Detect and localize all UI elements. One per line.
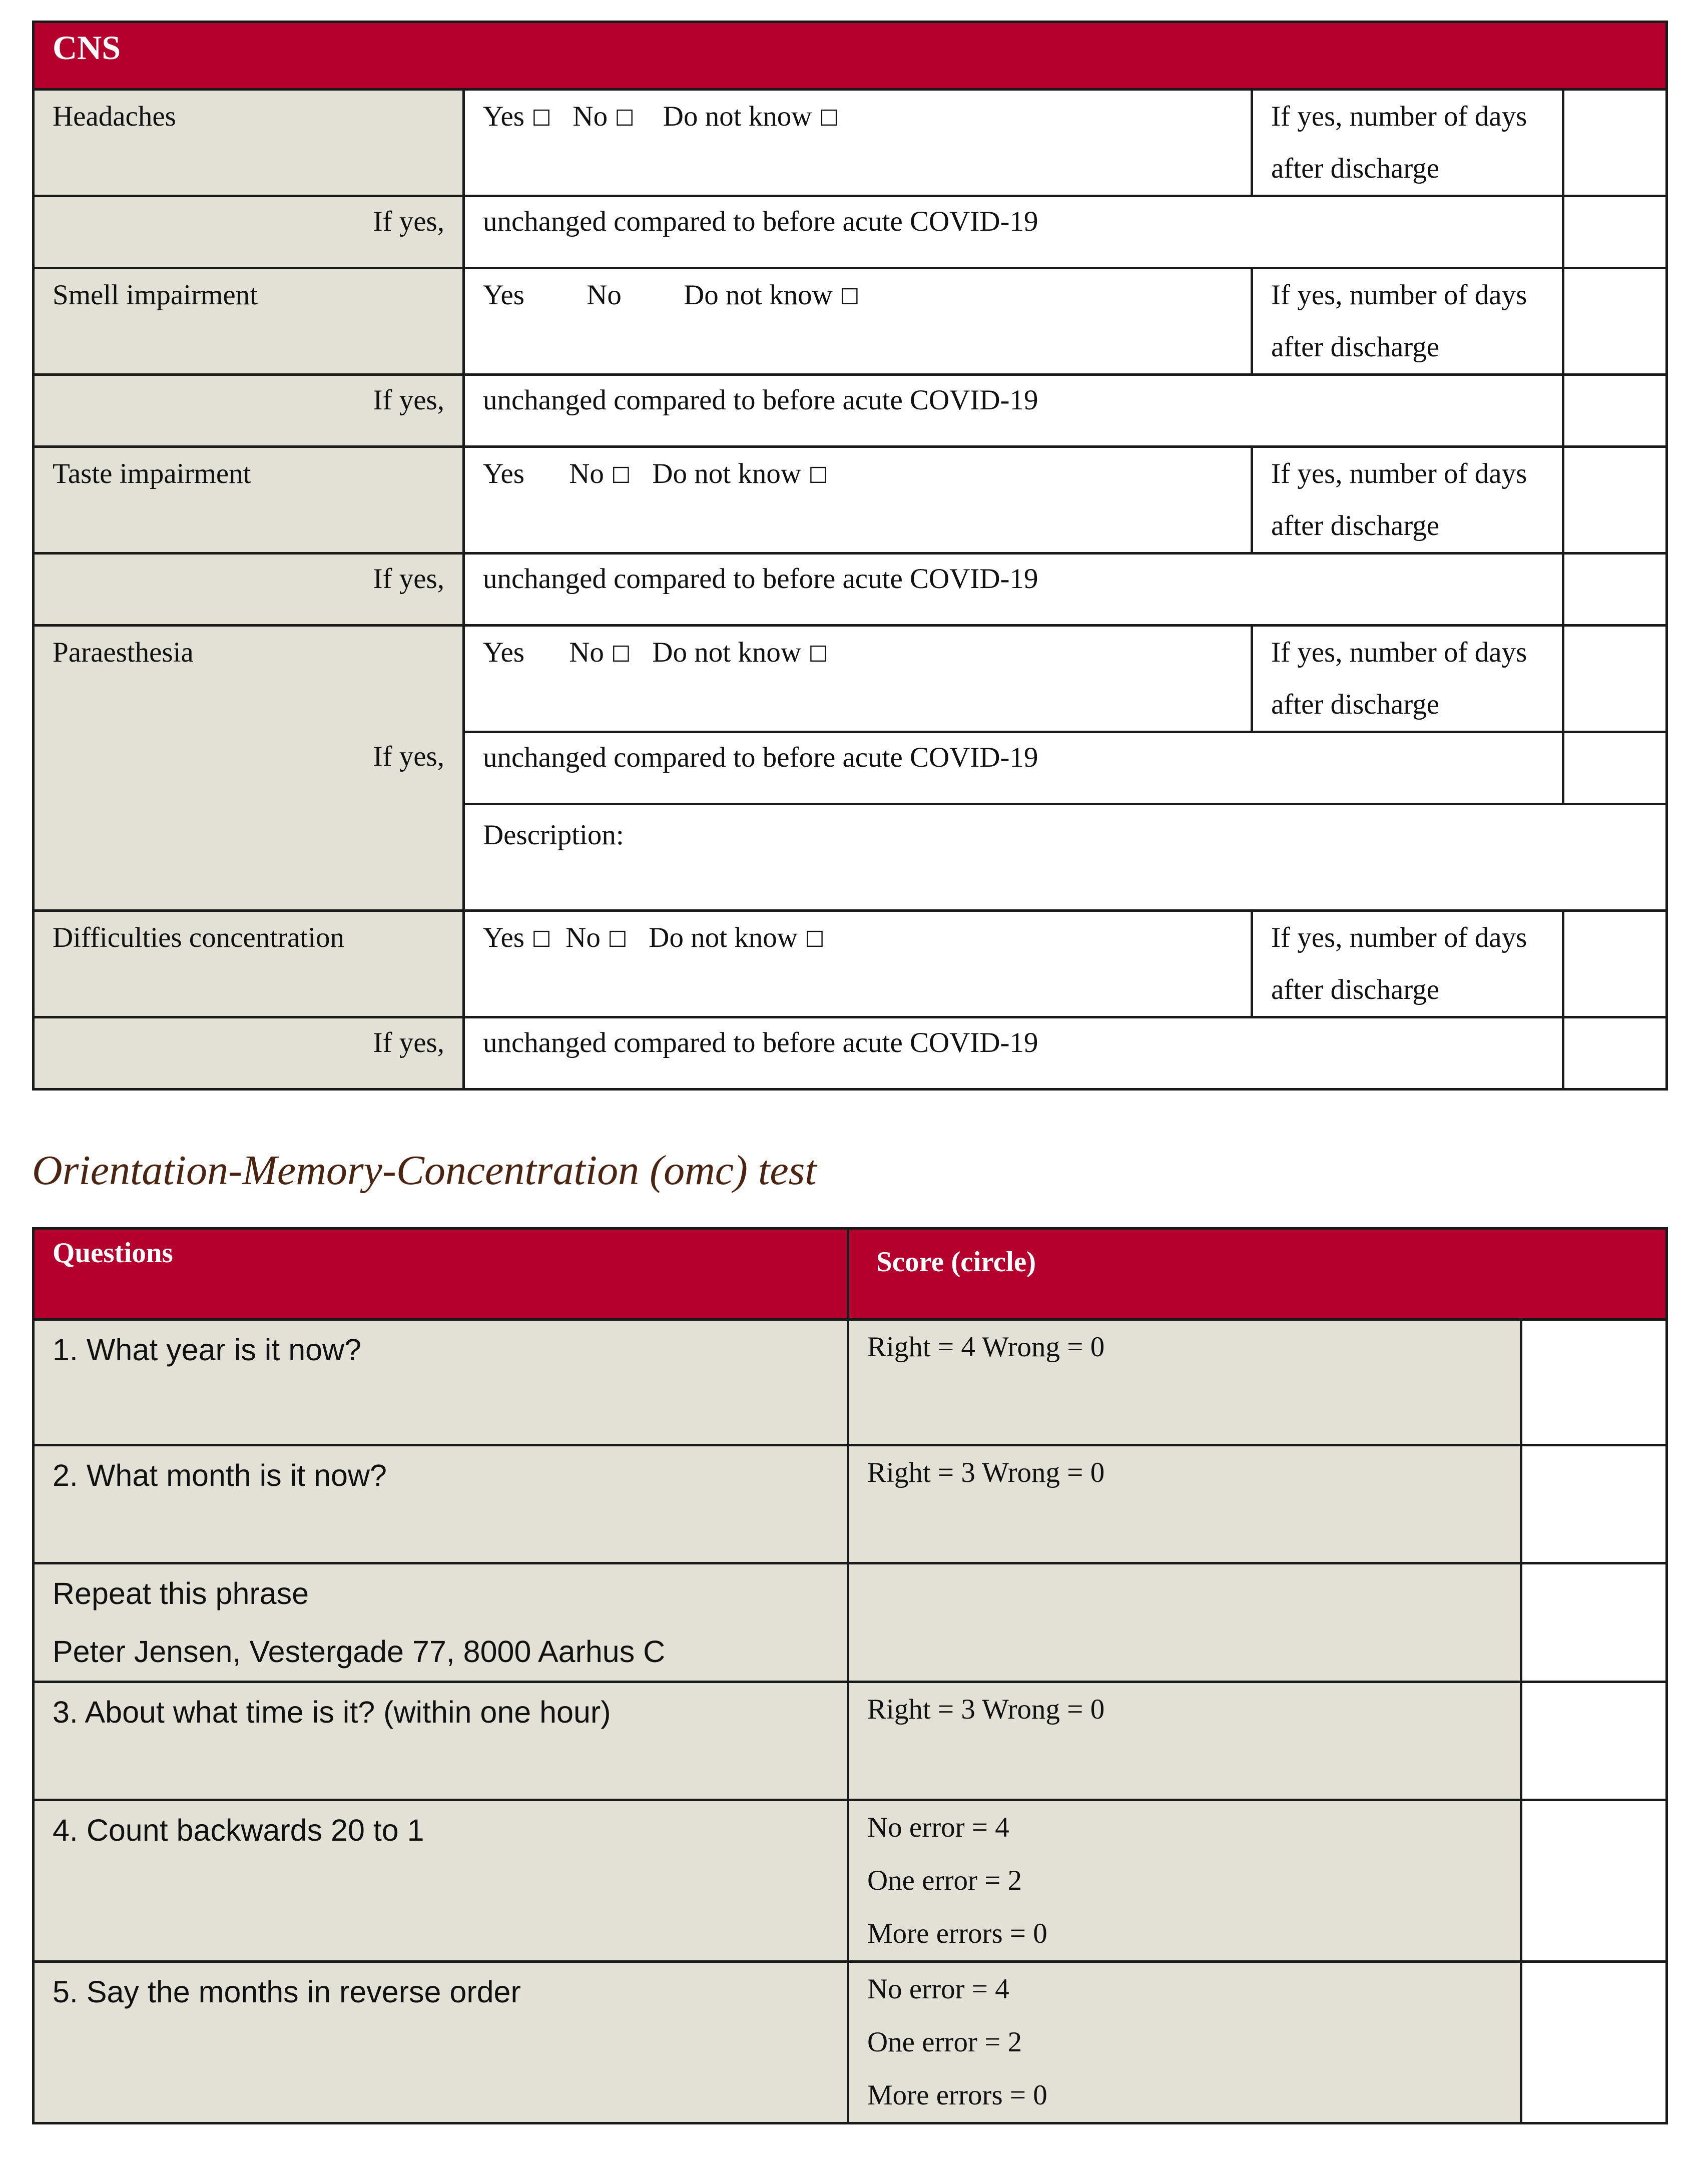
score-input-cell[interactable]: [1521, 1445, 1667, 1563]
unchanged-statement: unchanged compared to before acute COVID-19: [464, 375, 1563, 447]
question-months-reverse: 5. Say the months in reverse order: [34, 1962, 848, 2123]
option-no[interactable]: No: [587, 279, 622, 311]
checkbox-yes: ☐: [531, 927, 551, 952]
headaches-answer-options: [464, 90, 1252, 196]
symptom-taste-impairment: Taste impairment: [34, 447, 464, 554]
unchanged-statement: unchanged compared to before acute COVID-19: [464, 732, 1563, 804]
option-yes[interactable]: Yes ☐: [483, 101, 551, 132]
score-input-cell[interactable]: [1521, 1682, 1667, 1800]
option-no[interactable]: No ☐: [569, 458, 631, 489]
option-yes[interactable]: Yes: [483, 279, 524, 311]
concentration-answer-options: [464, 911, 1252, 1017]
smell-answer-options: [464, 268, 1252, 375]
checkbox-dont-know: ☐: [808, 642, 828, 667]
days-input-cell[interactable]: [1563, 911, 1667, 1017]
description-field[interactable]: Description:: [464, 804, 1667, 911]
days-after-discharge-label: If yes, number of days after discharge: [1252, 268, 1563, 375]
omc-test-title: Orientation-Memory-Concentration (omc) test: [32, 1147, 817, 1194]
option-no[interactable]: No ☐: [565, 922, 628, 953]
checkbox-dont-know: ☐: [840, 284, 860, 310]
option-no[interactable]: No ☐: [569, 637, 631, 668]
option-no[interactable]: No ☐: [573, 101, 635, 132]
unchanged-input-cell[interactable]: [1563, 554, 1667, 626]
checkbox-dont-know: ☐: [805, 927, 825, 952]
checkbox-no: ☐: [615, 106, 635, 131]
if-yes-label: If yes,: [34, 375, 464, 447]
paraesthesia-answer-options: [464, 626, 1252, 732]
omc-table: [32, 1227, 1668, 2124]
days-input-cell[interactable]: [1563, 90, 1667, 196]
symptom-smell-impairment: Smell impairment: [34, 268, 464, 375]
cns-table: [32, 21, 1668, 1091]
checkbox-dont-know: ☐: [819, 106, 839, 131]
option-yes[interactable]: Yes: [483, 458, 524, 489]
unchanged-statement: unchanged compared to before acute COVID-19: [464, 1017, 1563, 1090]
unchanged-input-cell[interactable]: [1563, 375, 1667, 447]
symptom-difficulties-concentration: Difficulties concentration: [34, 911, 464, 1017]
questions-header: Questions: [34, 1229, 848, 1320]
unchanged-input-cell[interactable]: [1563, 1017, 1667, 1090]
if-yes-label: If yes,: [373, 741, 444, 772]
option-dont-know[interactable]: Do not know ☐: [652, 458, 828, 489]
days-after-discharge-label: If yes, number of days after discharge: [1252, 626, 1563, 732]
unchanged-input-cell[interactable]: [1563, 196, 1667, 268]
question-count-backwards: 4. Count backwards 20 to 1: [34, 1800, 848, 1962]
unchanged-statement: unchanged compared to before acute COVID-19: [464, 196, 1563, 268]
if-yes-label: If yes,: [34, 1017, 464, 1090]
checkbox-yes: ☐: [531, 106, 551, 131]
option-dont-know[interactable]: Do not know ☐: [684, 279, 860, 311]
unchanged-statement: unchanged compared to before acute COVID-19: [464, 554, 1563, 626]
symptom-headaches: Headaches: [34, 90, 464, 196]
days-input-cell[interactable]: [1563, 447, 1667, 554]
checkbox-no: ☐: [608, 927, 628, 952]
option-dont-know[interactable]: Do not know ☐: [663, 101, 839, 132]
days-input-cell[interactable]: [1563, 626, 1667, 732]
score-options[interactable]: Right = 3 Wrong = 0: [848, 1682, 1521, 1800]
unchanged-input-cell[interactable]: [1563, 732, 1667, 804]
symptom-paraesthesia: Paraesthesia If yes,: [34, 626, 464, 911]
days-after-discharge-label: If yes, number of days after discharge: [1252, 911, 1563, 1017]
score-options[interactable]: No error = 4 One error = 2 More errors = 0: [848, 1800, 1521, 1962]
checkbox-no: ☐: [611, 463, 631, 488]
option-dont-know[interactable]: Do not know ☐: [649, 922, 825, 953]
score-options: [848, 1563, 1521, 1682]
score-input-cell[interactable]: [1521, 1962, 1667, 2123]
repeat-phrase-instruction: Repeat this phrase Peter Jensen, Vestergade 77, 8000 Aarhus C: [34, 1563, 848, 1682]
if-yes-label: If yes,: [34, 554, 464, 626]
option-yes[interactable]: Yes ☐: [483, 922, 551, 953]
if-yes-label: If yes,: [34, 196, 464, 268]
option-dont-know[interactable]: Do not know ☐: [652, 637, 828, 668]
days-input-cell[interactable]: [1563, 268, 1667, 375]
score-input-cell[interactable]: [1521, 1563, 1667, 1682]
question-time: 3. About what time is it? (within one hour): [34, 1682, 848, 1800]
score-options[interactable]: Right = 4 Wrong = 0: [848, 1320, 1521, 1445]
checkbox-dont-know: ☐: [808, 463, 828, 488]
score-input-cell[interactable]: [1521, 1800, 1667, 1962]
score-header: Score (circle): [848, 1229, 1667, 1320]
question-year: 1. What year is it now?: [34, 1320, 848, 1445]
checkbox-no: ☐: [611, 642, 631, 667]
days-after-discharge-label: If yes, number of days after discharge: [1252, 90, 1563, 196]
option-yes[interactable]: Yes: [483, 637, 524, 668]
score-options[interactable]: Right = 3 Wrong = 0: [848, 1445, 1521, 1563]
score-input-cell[interactable]: [1521, 1320, 1667, 1445]
question-month: 2. What month is it now?: [34, 1445, 848, 1563]
days-after-discharge-label: If yes, number of days after discharge: [1252, 447, 1563, 554]
score-options[interactable]: No error = 4 One error = 2 More errors = 0: [848, 1962, 1521, 2123]
cns-header: CNS: [34, 22, 1667, 90]
taste-answer-options: [464, 447, 1252, 554]
